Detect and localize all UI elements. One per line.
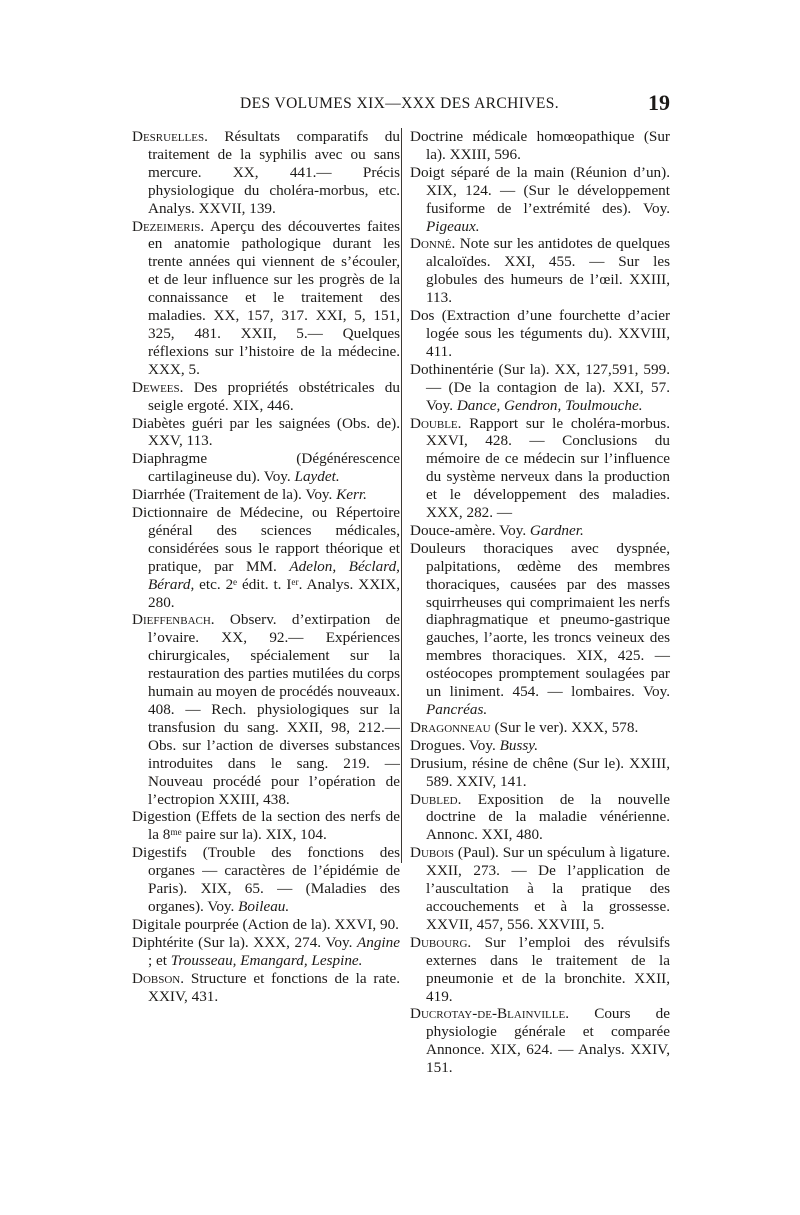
entry-text: Aperçu des découvertes faites en anatomie pathologique durant les trente années qui viennent de s’écouler, et de leur influence sur les progrès de la connaissance et le traitement des maladies. XX, 157, 317. XXI, 5, 151, 325, 481. XXII, 5.— Quelques réflexions sur l’histoire de la médecine. XXX, 5. xyxy=(148,217,400,378)
entry-reference: Bussy. xyxy=(499,736,538,754)
index-entry xyxy=(410,1005,670,1077)
entry-author: Double. xyxy=(410,414,462,432)
entry-author: Dieffenbach. xyxy=(132,611,215,629)
running-title: DES VOLUMES XIX—XXX DES ARCHIVES. xyxy=(240,95,560,112)
index-entry xyxy=(132,916,400,934)
entry-text: Exposition de la nouvelle doctrine de la maladie vénérienne. Annonc. XXI, 480. xyxy=(426,790,670,844)
index-entry xyxy=(132,808,400,844)
index-entry xyxy=(132,379,400,415)
entry-author: Dezeimeris. xyxy=(132,217,205,235)
entry-author: Dubourg. xyxy=(410,933,472,951)
index-entry xyxy=(132,611,400,808)
entry-text: Dothinentérie (Sur la). XX, 127,591, 599. — (De la contagion de la). XXI, 57. Voy. xyxy=(410,360,670,414)
entry-text: Dictionnaire de Médecine, ou Répertoire général des sciences médicales, considérées sous le rapport théorique et pratique, par MM. xyxy=(132,504,400,575)
index-entry xyxy=(132,218,400,379)
entry-text: Drogues. Voy. xyxy=(410,736,500,754)
entry-author: Donné. xyxy=(410,235,456,253)
entry-text: Structure et fonctions de la rate. XXIV, 431. xyxy=(148,969,400,1005)
entry-text: Diarrhée (Traitement de la). Voy. xyxy=(132,486,337,504)
entry-text-tail: ; et xyxy=(148,951,171,969)
entry-text: Douleurs thoraciques avec dyspnée, palpitations, œdème des membres thoraciques, causées par des masses squirrheuses qui comprimaient les nerfs diaphragmatique et pneumo-gastrique gauches, l’aorte, les troncs veineux des membres thoraciques. XIX, 425. — ostéocopes promptement soulagées par un liniment. 454. — lombaires. Voy. xyxy=(410,539,670,701)
entry-author: Dubois xyxy=(410,844,454,862)
entry-text: Drusium, résine de chêne (Sur le). XXIII, 589. XXIV, 141. xyxy=(410,754,670,790)
entry-text: Diabètes guéri par les saignées (Obs. de). XXV, 113. xyxy=(132,414,400,450)
entry-text: Dos (Extraction d’une fourchette d’acier logée sous les téguments du). XXVIII, 411. xyxy=(410,307,670,360)
entry-text: Des propriétés obstétricales du seigle ergoté. XIX, 446. xyxy=(148,378,400,414)
index-entry xyxy=(410,235,670,307)
entry-text: Rapport sur le choléra-morbus. XXVI, 428. — Conclusions du mémoire de ce médecin sur l’influence du système nerveux dans la production et le développement des maladies. XXX, 282. — xyxy=(426,414,670,522)
entry-reference: Dance, Gendron, Toulmouche. xyxy=(456,396,643,414)
entry-text: Cours de physiologie générale et comparée Annonce. XIX, 624. — Analys. XXIV, 151. xyxy=(426,1005,670,1077)
column-divider xyxy=(401,128,402,863)
entry-text: Digestifs (Trouble des fonctions des organes — caractères de l’épidémie de Paris). XIX, 65. — (Maladies des organes). Voy. xyxy=(132,844,400,915)
entry-author: Dewees. xyxy=(132,378,184,396)
index-entry xyxy=(132,128,400,218)
entry-reference: Pigeaux. xyxy=(426,217,480,235)
right-column xyxy=(410,128,670,1077)
entry-text: Digestion (Effets de la section des nerfs de la 8ᵐᵉ paire sur la). XIX, 104. xyxy=(132,808,400,844)
index-entry xyxy=(410,164,670,236)
index-entry xyxy=(132,450,400,486)
index-entry xyxy=(132,486,400,504)
index-entry xyxy=(132,415,400,451)
entry-text: Sur l’emploi des révulsifs externes dans le traitement de la pneumonie et de la bronchite. XXII, 419. xyxy=(426,933,670,1005)
entry-text-tail: etc. 2ᵉ édit. t. Iᵉʳ. Analys. XXIX, 280. xyxy=(148,575,400,611)
entry-text: (Paul). Sur un spéculum à ligature. XXII, 273. — De l’application de l’auscultation à la pratique des accouchements et à la grossesse. XXVII, 457, 556. XXVIII, 5. xyxy=(426,844,670,933)
entry-reference: Angine xyxy=(356,933,400,951)
index-entry xyxy=(410,934,670,1006)
index-entry xyxy=(132,970,400,1006)
entry-text: Note sur les antidotes de quelques alcaloïdes. XXI, 455. — Sur les globules des humeurs de l’œil. XXIII, 113. xyxy=(426,235,670,307)
entry-author: Dobson. xyxy=(132,969,185,987)
entry-text: Diaphragme (Dégénérescence cartilagineuse du). Voy. xyxy=(132,450,400,486)
entry-reference: Pancréas. xyxy=(426,701,488,718)
entry-text: Diphtérite (Sur la). XXX, 274. Voy. xyxy=(132,933,357,951)
index-entry xyxy=(410,719,670,737)
entry-reference: Gardner. xyxy=(529,521,584,539)
entry-author: Ducrotay-de-Blainville. xyxy=(410,1005,569,1023)
entry-text: (Sur le ver). XXX, 578. xyxy=(490,718,639,736)
entry-reference: Boileau. xyxy=(238,897,290,915)
index-entry xyxy=(132,504,400,611)
index-entry xyxy=(132,934,400,970)
index-entry xyxy=(410,540,670,719)
entry-text: Digitale pourprée (Action de la). XXVI, 90. xyxy=(132,915,399,933)
entry-text: Doigt séparé de la main (Réunion d’un). XIX, 124. — (Sur le développement fusiforme de l’extrémité des). Voy. xyxy=(410,163,670,217)
entry-text: Doctrine médicale homœopathique (Sur la). XXIII, 596. xyxy=(410,128,670,163)
index-entry xyxy=(410,791,670,845)
index-entry xyxy=(410,361,670,415)
entry-reference: Kerr. xyxy=(336,486,367,504)
index-entry xyxy=(410,844,670,934)
index-entry xyxy=(410,755,670,791)
running-head xyxy=(130,90,670,117)
index-entry xyxy=(410,128,670,164)
entry-reference: Trousseau, Emangard, Lespine. xyxy=(170,951,363,969)
left-column xyxy=(132,128,400,1005)
index-entry xyxy=(410,415,670,522)
entry-author: Dubled. xyxy=(410,790,462,808)
index-entry xyxy=(410,307,670,361)
entry-author: Dragonneau xyxy=(410,718,491,736)
entry-reference: Adelon, Béclard, Bérard, xyxy=(148,557,400,593)
entry-reference: Laydet. xyxy=(294,468,340,486)
page-number: 19 xyxy=(648,90,670,115)
entry-author: Desruelles. xyxy=(132,128,208,145)
entry-text: Observ. d’extirpation de l’ovaire. XX, 92.— Expériences chirurgicales, spécialement sur la restauration des parties mutilées du corps humain au moyen de procédés nouveaux. 408. — Rech. physiologiques sur la transfusion du sang. XXII, 98, 212.— Obs. sur l’action de diverses substances introduites dans le sang. 219. — Nouveau procédé pour l’opération de l’ectropion XXIII, 438. xyxy=(148,611,400,808)
index-entry xyxy=(132,844,400,916)
index-entry xyxy=(410,737,670,755)
index-entry xyxy=(410,522,670,540)
entry-text: Résultats comparatifs du traitement de la syphilis avec ou sans mercure. XX, 441.— Précis physiologique du choléra-morbus, etc. Analys. XXVII, 139. xyxy=(148,128,400,217)
entry-text: Douce-amère. Voy. xyxy=(410,521,530,539)
